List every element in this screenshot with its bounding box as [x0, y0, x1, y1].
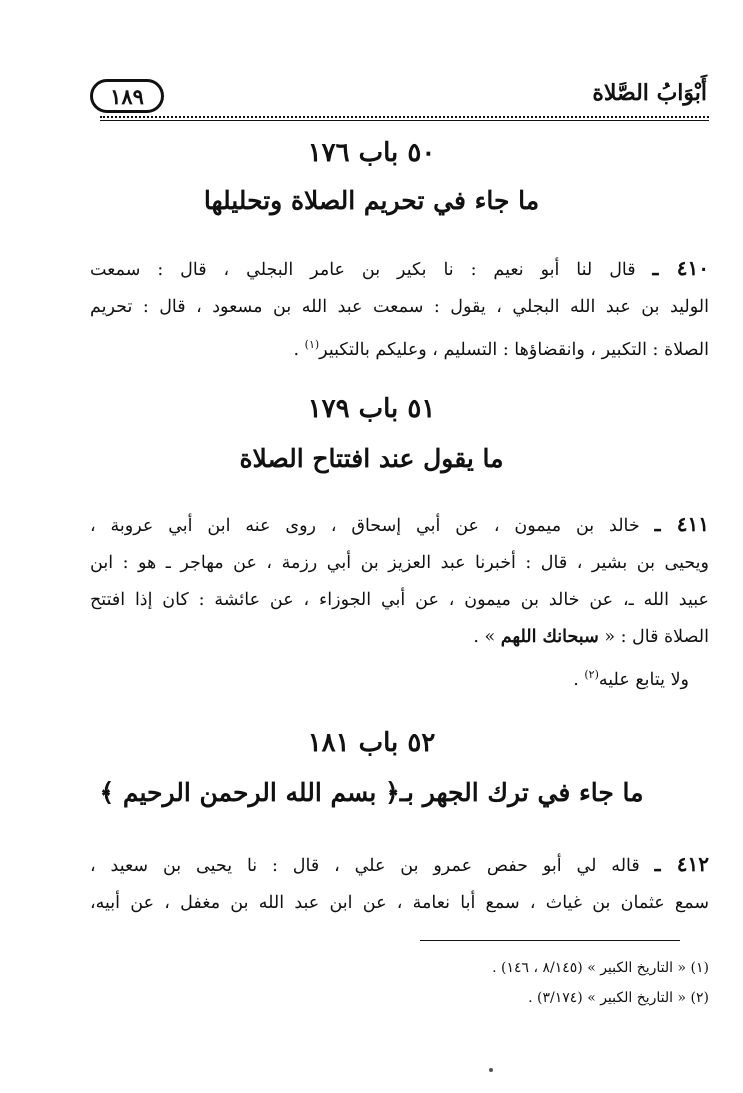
- header-dotted-rule: [100, 116, 709, 118]
- chapter-title: ما يقول عند افتتاح الصلاة: [239, 444, 504, 473]
- paragraph-line: [90, 250, 709, 289]
- paragraph-line: [90, 619, 709, 656]
- line-tail: .: [293, 339, 305, 360]
- line-text: قال لنا أبو نعيم : نا بكير بن عامر البجلي ، قال : سمعت: [90, 260, 636, 280]
- hadith-number: ٤١١ ـ: [654, 512, 709, 536]
- page-number: ١٨٩: [90, 79, 164, 113]
- line-text: الصلاة : التكبير ، وانقضاؤها : التسليم ، وعليكم بالتكبير: [319, 339, 709, 360]
- paragraph-line: [90, 326, 709, 369]
- chapter-title: ما جاء في ترك الجهر بـ﴿ بسم الله الرحمن الرحيم ﴾: [99, 778, 644, 807]
- line-tail: .: [573, 669, 585, 690]
- hadith-paragraph: [90, 506, 709, 699]
- chapter-heading: ٥١ باب ١٧٩: [307, 394, 436, 424]
- page-mark: [489, 1068, 493, 1072]
- footnote: (٢) « التاريخ الكبير » (٣/١٧٤) .: [528, 990, 709, 1006]
- paragraph-line: [90, 545, 709, 582]
- footnote: (١) « التاريخ الكبير » (٨/١٤٥ ، ١٤٦) .: [492, 960, 709, 976]
- line-tail: » .: [473, 627, 501, 647]
- chapter-heading: ٥٢ باب ١٨١: [307, 728, 436, 758]
- line-text: سمع عثمان بن غياث ، سمع أبا نعامة ، عن ابن عبد الله بن مغفل ، عن أبيه،: [90, 893, 709, 913]
- paragraph-line: [90, 582, 709, 619]
- footnote-ref: (٢): [584, 668, 599, 681]
- line-text: ولا يتابع عليه: [598, 669, 689, 690]
- chapter-heading: ٥٠ باب ١٧٦: [307, 138, 436, 168]
- footnote-rule: [420, 940, 680, 941]
- paragraph-line: [90, 506, 709, 545]
- header-rule: [100, 120, 709, 121]
- running-title: أَبْوَابُ الصَّلاة: [592, 80, 707, 106]
- paragraph-line: [90, 885, 709, 922]
- paragraph-line: [90, 656, 709, 699]
- line-text: ويحيى بن بشير ، قال : أخبرنا عبد العزيز بن أبي رزمة ، عن مهاجر ـ هو : ابن: [90, 553, 709, 573]
- paragraph-line: [90, 846, 709, 885]
- line-text: الوليد بن عبد الله البجلي ، يقول : سمعت عبد الله بن مسعود ، قال : تحريم: [90, 297, 709, 317]
- chapter-title: ما جاء في تحريم الصلاة وتحليلها: [203, 186, 540, 215]
- line-text: قاله لي أبو حفص عمرو بن علي ، قال : نا يحيى بن سعيد ،: [90, 856, 640, 876]
- line-text: خالد بن ميمون ، عن أبي إسحاق ، روى عنه ابن أبي عروبة ،: [90, 516, 640, 536]
- hadith-number: ٤١٠ ـ: [652, 256, 709, 280]
- hadith-number: ٤١٢ ـ: [654, 852, 709, 876]
- footnote-ref: (١): [304, 338, 320, 351]
- bold-quote: سبحانك اللهم: [500, 627, 599, 647]
- paragraph-line: [90, 289, 709, 326]
- line-text: الصلاة قال : «: [598, 627, 709, 647]
- line-text: عبيد الله ـ، عن خالد بن ميمون ، عن أبي الجوزاء ، عن عائشة : كان إذا افتتح: [90, 590, 709, 610]
- hadith-paragraph: [90, 250, 709, 369]
- hadith-paragraph: [90, 846, 709, 922]
